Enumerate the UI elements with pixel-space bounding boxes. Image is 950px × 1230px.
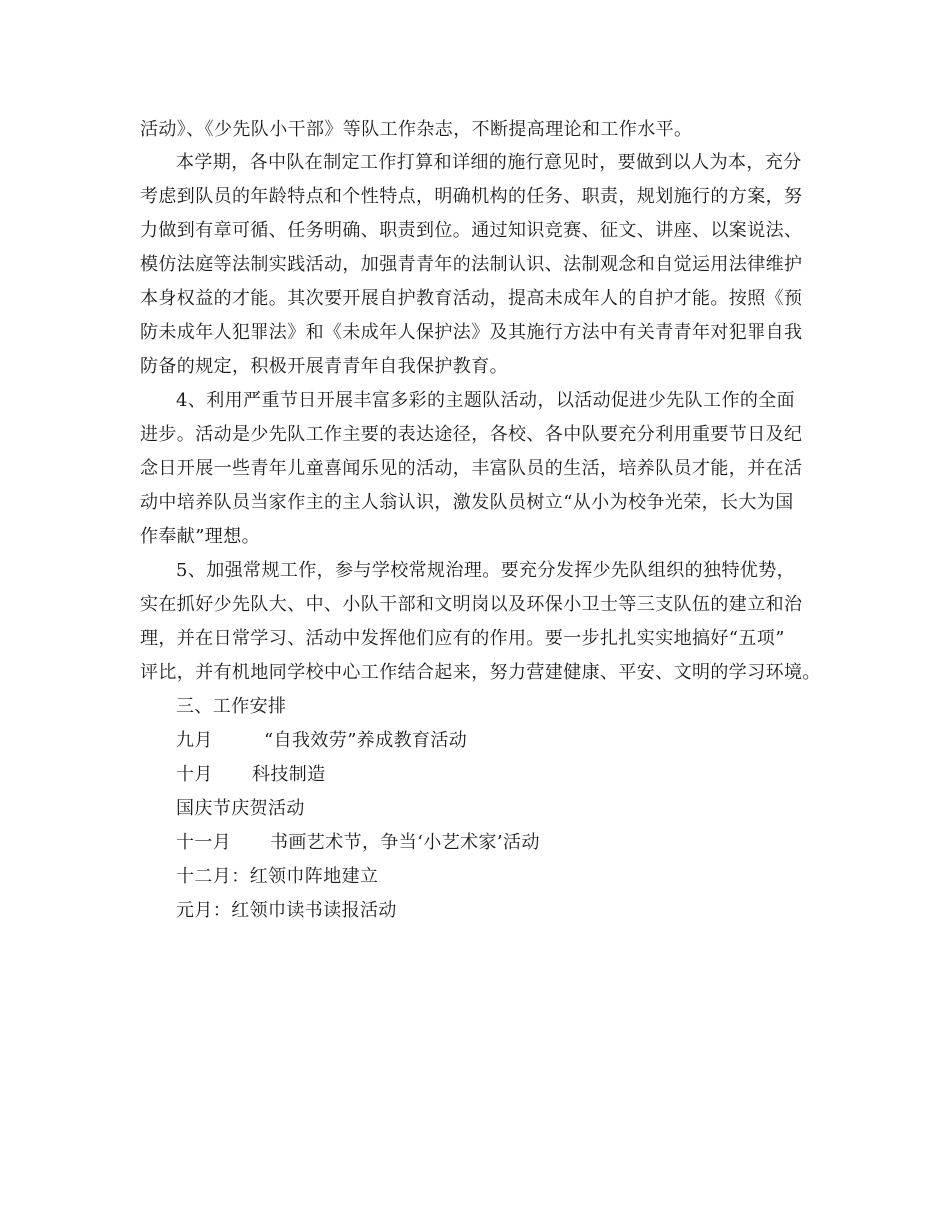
paragraph-line: 本身权益的才能。其次要开展自护教育活动，提高未成年人的自护才能。按照《预 [140, 288, 803, 309]
schedule-item [176, 865, 378, 889]
schedule-month: 九月 [176, 730, 213, 751]
schedule-month: 十一月 [176, 832, 232, 853]
paragraph-line: 防未成年人犯罪法》和《未成年人保护法》及其施行方法中有关青青年对犯罪自我 [140, 322, 803, 343]
paragraph-line: 作奉献”理想。 [140, 526, 261, 547]
schedule-event: 国庆节庆贺活动 [176, 798, 305, 819]
paragraph-line: 力做到有章可循、任务明确、职责到位。通过知识竞赛、征文、讲座、以案说法、 [140, 220, 803, 241]
paragraph-line: 本学期，各中队在制定工作打算和详细的施行意见时，要做到以人为本，充分 [176, 152, 802, 173]
paragraph-line: 4、利用严重节日开展丰富多彩的主题队活动，以活动促进少先队工作的全面 [176, 390, 796, 411]
paragraph-line: 考虑到队员的年龄特点和个性特点，明确机构的任务、职责，规划施行的方案，努 [140, 186, 803, 207]
schedule-event: 元月：红领巾读书读报活动 [176, 900, 397, 921]
paragraph-line: 防备的规定，积极开展青青年自我保护教育。 [140, 356, 508, 377]
paragraph-line: 实在抓好少先队大、中、小队干部和文明岗以及环保小卫士等三支队伍的建立和治 [140, 594, 803, 615]
paragraph-line: 理，并在日常学习、活动中发挥他们应有的作用。要一步扎扎实实地搞好“五项” [140, 628, 785, 649]
schedule-event: “自我效劳”养成教育活动 [264, 730, 468, 751]
section-heading: 三、工作安排 [176, 696, 287, 717]
schedule-item [176, 797, 305, 821]
paragraph-line: 念日开展一些青年儿童喜闻乐见的活动，丰富队员的生活，培养队员才能，并在活 [140, 458, 803, 479]
paragraph-line: 模仿法庭等法制实践活动，加强青青年的法制认识、法制观念和自觉运用法律维护 [140, 254, 803, 275]
paragraph-line: 评比，并有机地同学校中心工作结合起来，努力营建健康、平安、文明的学习环境。 [140, 662, 821, 683]
paragraph-line: 进步。活动是少先队工作主要的表达途径，各校、各中队要充分利用重要节日及纪 [140, 424, 803, 445]
paragraph-line: 5、加强常规工作，参与学校常规治理。要充分发挥少先队组织的独特优势， [176, 560, 796, 581]
paragraph-line: 动中培养队员当家作主的主人翁认识，激发队员树立“从小为校争光荣，长大为国 [140, 492, 794, 513]
paragraph-line: 活动》、《少先队小干部》等队工作杂志，不断提高理论和工作水平。 [140, 119, 693, 140]
schedule-item [176, 763, 326, 787]
schedule-event: 书画艺术节，争当‘小艺术家’活动 [270, 832, 540, 853]
schedule-month: 十月 [176, 764, 213, 785]
schedule-event: 科技制造 [252, 764, 326, 785]
schedule-event: 十二月：红领巾阵地建立 [176, 866, 379, 887]
schedule-item [176, 729, 467, 753]
schedule-item [176, 831, 540, 855]
schedule-item [176, 899, 397, 923]
